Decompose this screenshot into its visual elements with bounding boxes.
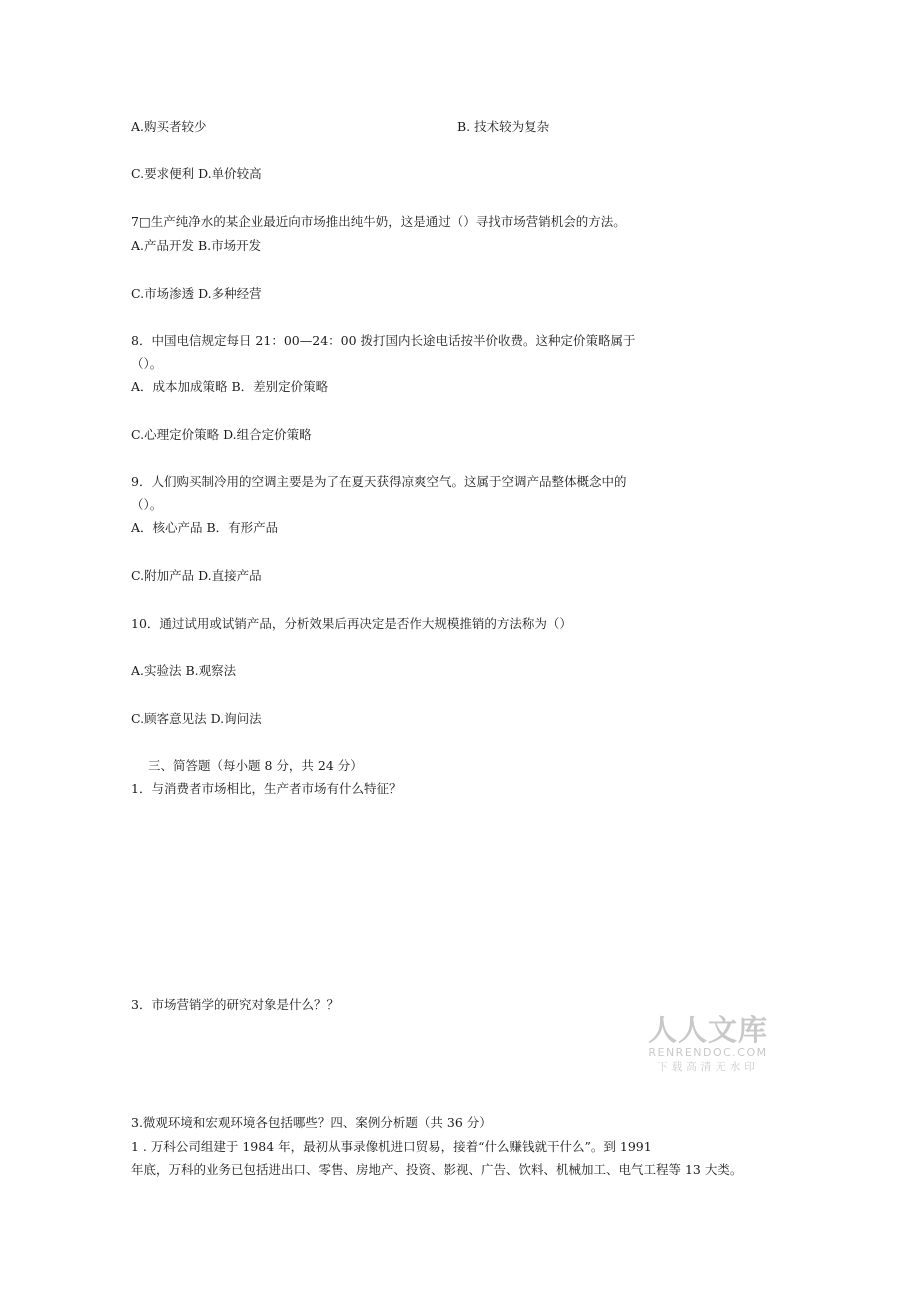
case-line-2: 年底，万科的业务已包括进出口、零售、房地产、投资、影视、广告、饮料、机械加工、电气工程等 13 大类。 (131, 1162, 743, 1177)
q9-stem-line1: 9．人们购买制冷用的空调主要是为了在夏天获得凉爽空气。这属于空调产品整体概念中的 (131, 474, 627, 489)
watermark-brand: 人人文库 (647, 1013, 768, 1047)
q10-option-ab: A.实验法 B.观察法 (131, 663, 237, 678)
section3-question-1: 1．与消费者市场相比，生产者市场有什么特征？ (131, 781, 402, 796)
watermark-domain: RENRENDOC.COM (648, 1046, 768, 1059)
section3-question-3a: 3．市场营销学的研究对象是什么？？ (131, 997, 339, 1012)
q7-option-ab: A.产品开发 B.市场开发 (131, 238, 262, 253)
q9-stem-line2: （）。 (131, 497, 163, 512)
q8-stem-line2: （）。 (131, 356, 163, 371)
q9-option-cd: C.附加产品 D.直接产品 (131, 568, 262, 583)
watermark-tagline: 下载高清无水印 (657, 1061, 759, 1073)
section3-heading: 三、简答题（每小题 8 分，共 24 分） (148, 758, 363, 773)
watermark-logo (640, 1014, 776, 1074)
q7-stem: 7□生产纯净水的某企业最近向市场推出纯牛奶，这是通过（）寻找市场营销机会的方法。 (131, 214, 626, 229)
q8-option-cd: C.心理定价策略 D.组合定价策略 (131, 427, 312, 442)
q7-option-cd: C.市场渗透 D.多种经营 (131, 286, 262, 301)
q6-option-cd: C.要求便利 D.单价较高 (131, 166, 262, 181)
q8-option-ab: A．成本加成策略 B．差别定价策略 (131, 379, 329, 394)
case-line-1: 1 . 万科公司组建于 1984 年，最初从事录像机进口贸易，接着“什么赚钱就干什么”。到 1991 (131, 1139, 652, 1154)
q8-stem-line1: 8．中国电信规定每日 21：00—24：00 拨打国内长途电话按半价收费。这种定价策略属于 (131, 333, 636, 348)
q6-option-a: A.购买者较少 (131, 119, 207, 134)
q10-stem: 10．通过试用或试销产品，分析效果后再决定是否作大规模推销的方法称为（） (131, 616, 572, 631)
q10-option-cd: C.顾客意见法 D.询问法 (131, 711, 262, 726)
q9-option-ab: A．核心产品 B．有形产品 (131, 520, 279, 535)
section3-question-3b-section4-heading: 3.微观环境和宏观环境各包括哪些？四、案例分析题（共 36 分） (131, 1115, 492, 1130)
q6-option-b: B. 技术较为复杂 (457, 119, 550, 134)
